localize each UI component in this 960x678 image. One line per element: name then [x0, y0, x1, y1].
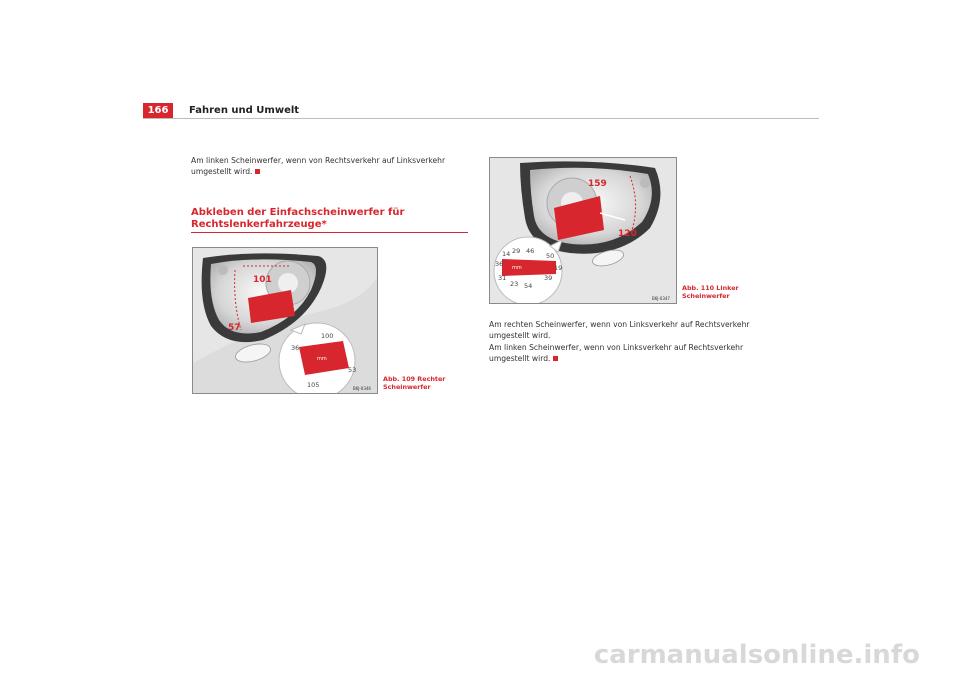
left-headlight-illustration: [490, 158, 676, 303]
paragraph-left-headlight: [489, 343, 779, 364]
header-divider: [143, 118, 819, 119]
dim-label-105: 105: [307, 381, 320, 389]
unit-label-mm: mm: [512, 265, 522, 271]
right-column-text: [489, 320, 779, 366]
right-headlight-illustration: [193, 248, 377, 393]
figure-caption-110: Abb. 110 Linker Scheinwerfer: [682, 284, 739, 300]
paragraph-left-headlight-text: Am linken Scheinwerfer, wenn von Linksverkehr auf Rechtsverkehr umgestellt wird.: [489, 343, 744, 363]
dim-label-39: 39: [544, 274, 553, 282]
figure-code: B6J-0346: [353, 386, 371, 391]
dim-label-14: 14: [502, 250, 511, 258]
dim-label-120: 120: [618, 229, 637, 239]
paragraph-right-headlight: Am rechten Scheinwerfer, wenn von Linksverkehr auf Rechtsverkehr umgestellt wird.: [489, 320, 750, 340]
dim-label-57: 57: [228, 323, 241, 333]
dim-label-54: 54: [524, 282, 533, 290]
dim-label-36: 36: [291, 344, 300, 352]
intro-paragraph-text: Am linken Scheinwerfer, wenn von Rechtsverkehr auf Linksverkehr umgestellt wird.: [191, 156, 446, 176]
section-heading: Abkleben der Einfachscheinwerfer für Rechtslenkerfahrzeuge*: [191, 207, 405, 230]
dim-label-159: 159: [588, 179, 607, 189]
section-title: Fahren und Umwelt: [189, 105, 300, 116]
heading-divider: [191, 232, 468, 233]
intro-paragraph: [191, 156, 476, 177]
dim-label-36: 36: [495, 260, 504, 268]
dim-label-101: 101: [253, 275, 272, 285]
dim-label-23: 23: [510, 280, 519, 288]
dim-label-46: 46: [526, 247, 535, 255]
end-marker-icon: [255, 169, 260, 174]
figure-caption-109: Abb. 109 Rechter Scheinwerfer: [383, 375, 446, 391]
unit-label-mm: mm: [317, 356, 327, 362]
figure-left-headlight: [489, 157, 677, 304]
figure-code: B6J-0347: [652, 296, 670, 301]
dim-label-29: 29: [512, 247, 521, 255]
page-number: 166: [143, 103, 173, 118]
dim-label-53: 53: [348, 366, 357, 374]
dim-label-50: 50: [546, 252, 555, 260]
dim-label-19: 19: [554, 264, 563, 272]
watermark: carmanualsonline.info: [593, 640, 920, 670]
end-marker-icon: [553, 356, 558, 361]
figure-right-headlight: [192, 247, 378, 394]
dim-label-100: 100: [321, 332, 334, 340]
dim-label-31: 31: [498, 274, 507, 282]
